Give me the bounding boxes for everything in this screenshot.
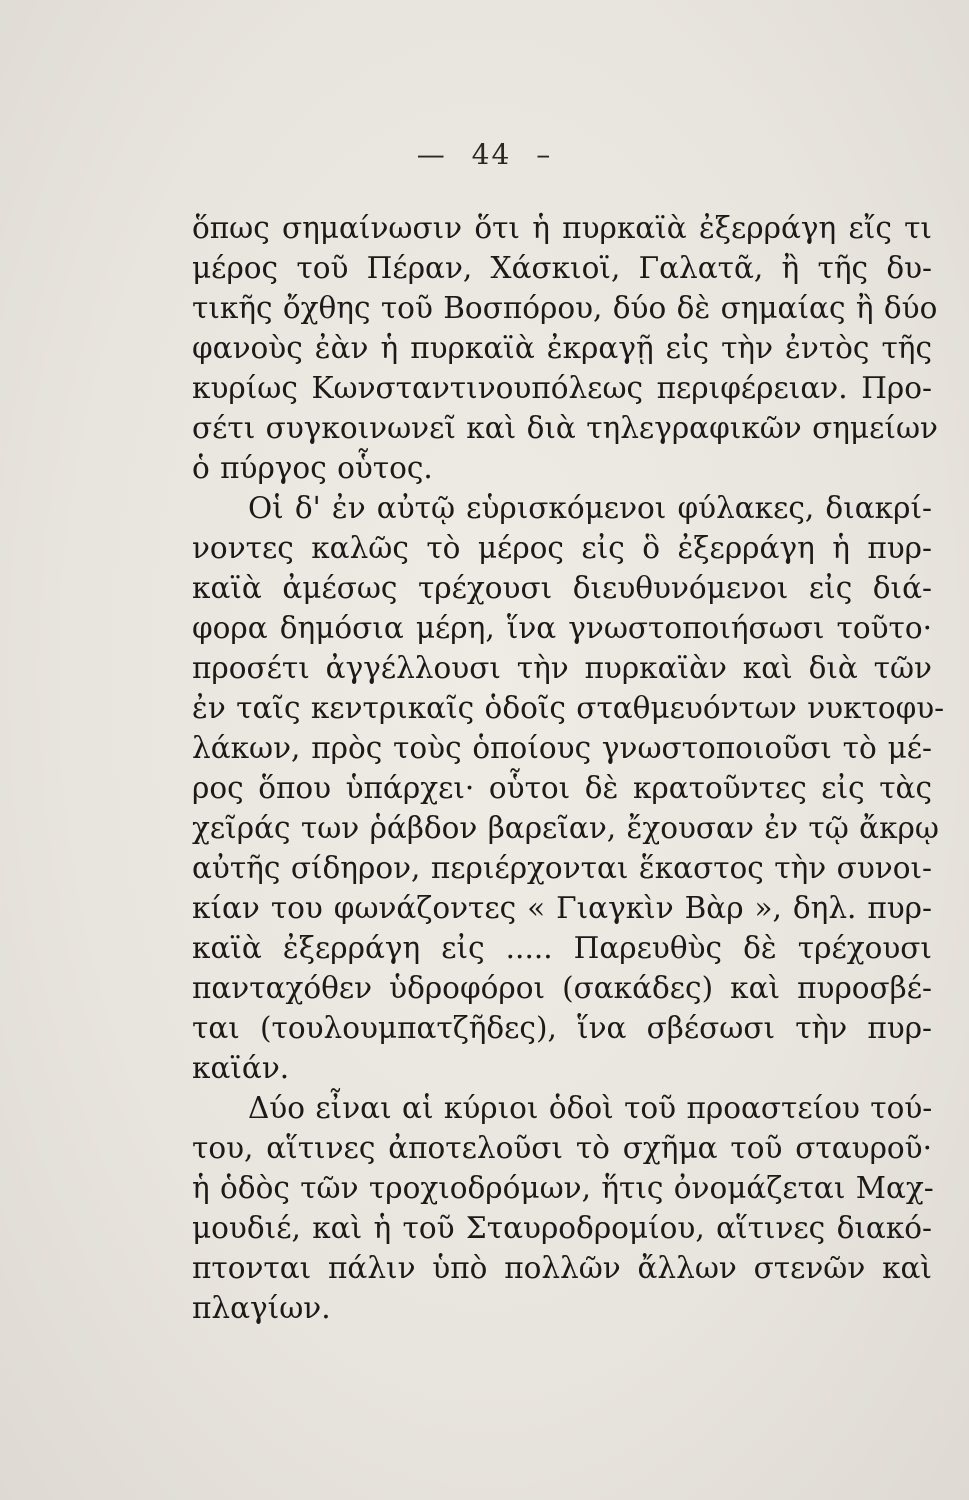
- text-line: νοντες καλῶς τὸ μέρος εἰς ὃ ἐξερράγη ἡ πυρ-: [192, 531, 932, 565]
- paragraph-1: [192, 208, 938, 488]
- page-number-dash-right: –: [536, 138, 553, 171]
- text-line: ται (τουλουμπατζῆδες), ἵνα σβέσωσι τὴν πυρ-: [192, 1011, 932, 1045]
- text-line: μουδιέ, καὶ ἡ τοῦ Σταυροδρομίου, αἵτινες διακό-: [192, 1211, 932, 1245]
- text-line: ρος ὅπου ὑπάρχει· οὗτοι δὲ κρατοῦντες εἰς τὰς: [192, 771, 932, 805]
- text-line: σέτι συγκοινωνεῖ καὶ διὰ τηλεγραφικῶν σημείων: [192, 411, 938, 445]
- text-line: πτονται πάλιν ὑπὸ πολλῶν ἄλλων στενῶν καὶ: [192, 1251, 932, 1285]
- text-line: καϊὰ ἐξερράγη εἰς ..... Παρευθὺς δὲ τρέχουσι: [192, 931, 932, 965]
- text-line: ὁ πύργος οὗτος.: [192, 451, 433, 485]
- text-line: μέρος τοῦ Πέραν, Χάσκιοϊ, Γαλατᾶ, ἢ τῆς δυ-: [192, 251, 932, 285]
- text-line: προσέτι ἀγγέλλουσι τὴν πυρκαϊὰν καὶ διὰ τῶν: [192, 651, 932, 685]
- body-text: [192, 208, 945, 1328]
- text-line: καϊάν.: [192, 1051, 290, 1085]
- text-line: τικῆς ὄχθης τοῦ Βοσπόρου, δύο δὲ σημαίας ἢ δύο: [192, 291, 938, 325]
- text-line: πλαγίων.: [192, 1291, 331, 1325]
- text-line: ὅπως σημαίνωσιν ὅτι ἡ πυρκαϊὰ ἐξερράγη εἴς τι: [192, 211, 932, 245]
- text-line: κυρίως Κωνσταντινουπόλεως περιφέρειαν. Προ-: [192, 371, 932, 405]
- text-line: χεῖράς των ῥάβδον βαρεῖαν, ἔχουσαν ἐν τῷ ἄκρῳ: [192, 811, 939, 845]
- text-line: κίαν του φωνάζοντες « Γιαγκὶν Βὰρ », δηλ. πυρ-: [192, 891, 932, 925]
- paragraph-2: [192, 488, 945, 1088]
- text-line: φορα δημόσια μέρη, ἵνα γνωστοποιήσωσι τοῦτο·: [192, 611, 932, 645]
- text-line: Δύο εἶναι αἱ κύριοι ὁδοὶ τοῦ προαστείου τού-: [248, 1091, 933, 1125]
- text-line: του, αἵτινες ἀποτελοῦσι τὸ σχῆμα τοῦ σταυροῦ·: [192, 1131, 932, 1165]
- page-number-header: [0, 138, 969, 171]
- text-line: ἡ ὁδὸς τῶν τροχιοδρόμων, ἥτις ὀνομάζεται Μαχ-: [192, 1171, 934, 1205]
- paragraph-3: [192, 1088, 932, 1328]
- text-line: αὐτῆς σίδηρον, περιέρχονται ἕκαστος τὴν συνοι-: [192, 851, 932, 885]
- text-line: λάκων, πρὸς τοὺς ὁποίους γνωστοποιοῦσι τὸ μέ-: [192, 731, 932, 765]
- text-line: φανοὺς ἐὰν ἡ πυρκαϊὰ ἐκραγῇ εἰς τὴν ἐντὸς τῆς: [192, 331, 932, 365]
- text-line: καϊὰ ἀμέσως τρέχουσι διευθυνόμενοι εἰς διά-: [192, 571, 932, 605]
- page-number: 44: [471, 138, 512, 171]
- text-line: Οἱ δ' ἐν αὐτῷ εὑρισκόμενοι φύλακες, διακρί-: [248, 491, 932, 525]
- page-number-dash-left: —: [416, 138, 447, 171]
- text-line: πανταχόθεν ὑδροφόροι (σακάδες) καὶ πυροσβέ-: [192, 971, 932, 1005]
- text-line: ἐν ταῖς κεντρικαῖς ὁδοῖς σταθμευόντων νυκτοφυ-: [192, 691, 945, 725]
